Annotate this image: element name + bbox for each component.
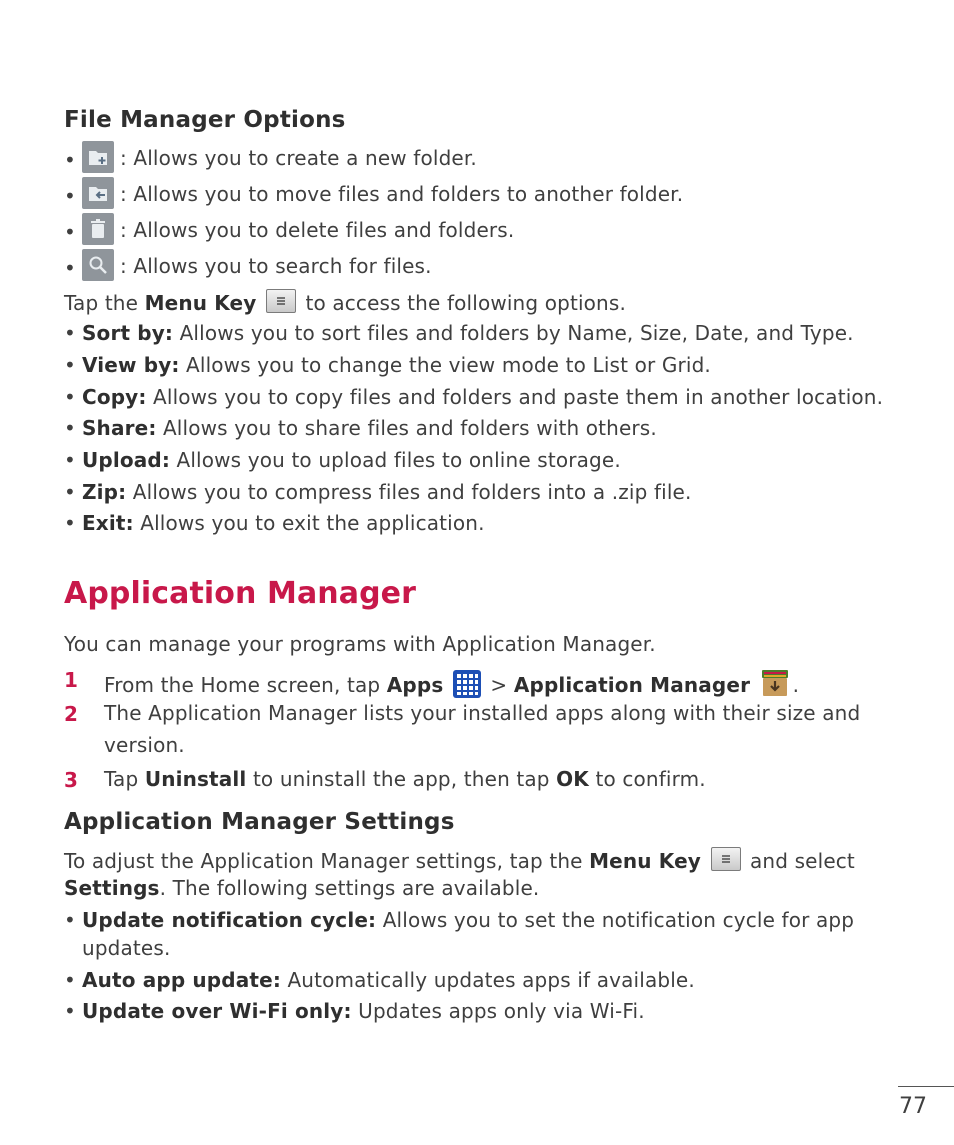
option-label: View by: <box>82 353 180 377</box>
section-heading-file-manager-options: File Manager Options <box>64 107 346 133</box>
step-number: 2 <box>64 702 78 726</box>
option-text: Allows you to compress files and folders into a .zip file. <box>126 480 692 504</box>
bullet: • <box>64 968 76 992</box>
text: to uninstall the app, then tap <box>246 767 557 791</box>
option-label: Upload: <box>82 448 171 472</box>
setting-update-notification-cycle <box>82 908 854 932</box>
icon-item-text: : Allows you to search for files. <box>120 254 432 278</box>
text: to confirm. <box>588 767 706 791</box>
step-2-text-line1: The Application Manager lists your installed apps along with their size and <box>104 701 861 725</box>
step-1-text <box>104 667 799 699</box>
setting-label: Update notification cycle: <box>82 908 377 932</box>
option-label: Sort by: <box>82 321 174 345</box>
option-copy <box>82 385 883 409</box>
setting-text: Updates apps only via Wi-Fi. <box>351 999 645 1023</box>
setting-label: Auto app update: <box>82 968 281 992</box>
move-folder-icon <box>82 177 114 209</box>
bullet: • <box>64 385 76 409</box>
text: and select <box>743 849 855 873</box>
option-label: Copy: <box>82 385 147 409</box>
text: > <box>483 673 514 697</box>
icon-item-text: : Allows you to create a new folder. <box>120 146 477 170</box>
settings-intro-line1 <box>64 847 855 873</box>
setting-label: Update over Wi-Fi only: <box>82 999 352 1023</box>
bullet: • <box>64 480 76 504</box>
step-2-text-line2: version. <box>104 733 185 757</box>
option-text: Allows you to upload files to online storage. <box>170 448 621 472</box>
option-text: Allows you to change the view mode to List or Grid. <box>179 353 711 377</box>
bullet: • <box>64 353 76 377</box>
setting-text-continued: updates. <box>82 936 171 960</box>
option-label: Share: <box>82 416 157 440</box>
search-icon <box>82 249 114 281</box>
text: From the Home screen, tap <box>104 673 387 697</box>
option-upload <box>82 448 621 472</box>
option-zip <box>82 480 692 504</box>
uninstall-label: Uninstall <box>144 767 247 791</box>
step-number: 1 <box>64 668 78 692</box>
setting-text: Allows you to set the notification cycle for app <box>376 908 855 932</box>
application-manager-label: Application Manager <box>513 673 751 697</box>
ok-label: OK <box>556 767 589 791</box>
bullet: • <box>64 908 76 932</box>
text: Tap the <box>64 291 145 315</box>
icon-item-text: : Allows you to move files and folders to another folder. <box>120 182 684 206</box>
settings-label: Settings <box>64 876 160 900</box>
bullet: • <box>64 511 76 535</box>
settings-intro-line2 <box>64 876 539 900</box>
setting-update-over-wifi-only <box>82 999 645 1023</box>
bullet: • <box>64 220 76 244</box>
option-share <box>82 416 657 440</box>
option-exit <box>82 511 485 535</box>
text: To adjust the Application Manager settings, tap the <box>64 849 590 873</box>
text: . <box>792 673 800 697</box>
bullet: • <box>64 448 76 472</box>
menu-key-icon <box>711 847 741 871</box>
application-manager-icon <box>759 667 791 699</box>
step-number: 3 <box>64 768 78 792</box>
option-label: Exit: <box>82 511 134 535</box>
option-text: Allows you to exit the application. <box>133 511 485 535</box>
menu-key-label: Menu Key <box>589 849 701 873</box>
page-number-rule <box>898 1086 954 1087</box>
option-sort-by <box>82 321 854 345</box>
bullet: • <box>64 416 76 440</box>
new-folder-icon <box>82 141 114 173</box>
setting-text: Automatically updates apps if available. <box>280 968 695 992</box>
menu-intro-paragraph <box>64 289 626 315</box>
section-heading-app-manager-settings: Application Manager Settings <box>64 809 455 835</box>
text: to access the following options. <box>298 291 626 315</box>
bullet: • <box>64 999 76 1023</box>
section-title-application-manager: Application Manager <box>64 576 417 611</box>
app-manager-intro: You can manage your programs with Application Manager. <box>64 632 656 656</box>
bullet: • <box>64 184 76 208</box>
option-text: Allows you to share files and folders with others. <box>156 416 657 440</box>
option-view-by <box>82 353 711 377</box>
apps-label: Apps <box>386 673 444 697</box>
menu-key-label: Menu Key <box>144 291 257 315</box>
apps-grid-icon <box>453 670 481 698</box>
option-label: Zip: <box>82 480 127 504</box>
option-text: Allows you to sort files and folders by Name, Size, Date, and Type. <box>173 321 854 345</box>
text: Tap <box>104 767 145 791</box>
setting-auto-app-update <box>82 968 695 992</box>
page-number: 77 <box>899 1094 927 1119</box>
step-3-text <box>104 767 706 791</box>
icon-item-text: : Allows you to delete files and folders. <box>120 218 515 242</box>
bullet: • <box>64 148 76 172</box>
bullet: • <box>64 321 76 345</box>
option-text: Allows you to copy files and folders and paste them in another location. <box>146 385 884 409</box>
text: . The following settings are available. <box>159 876 540 900</box>
trash-icon <box>82 213 114 245</box>
bullet: • <box>64 256 76 280</box>
menu-key-icon <box>266 289 296 313</box>
